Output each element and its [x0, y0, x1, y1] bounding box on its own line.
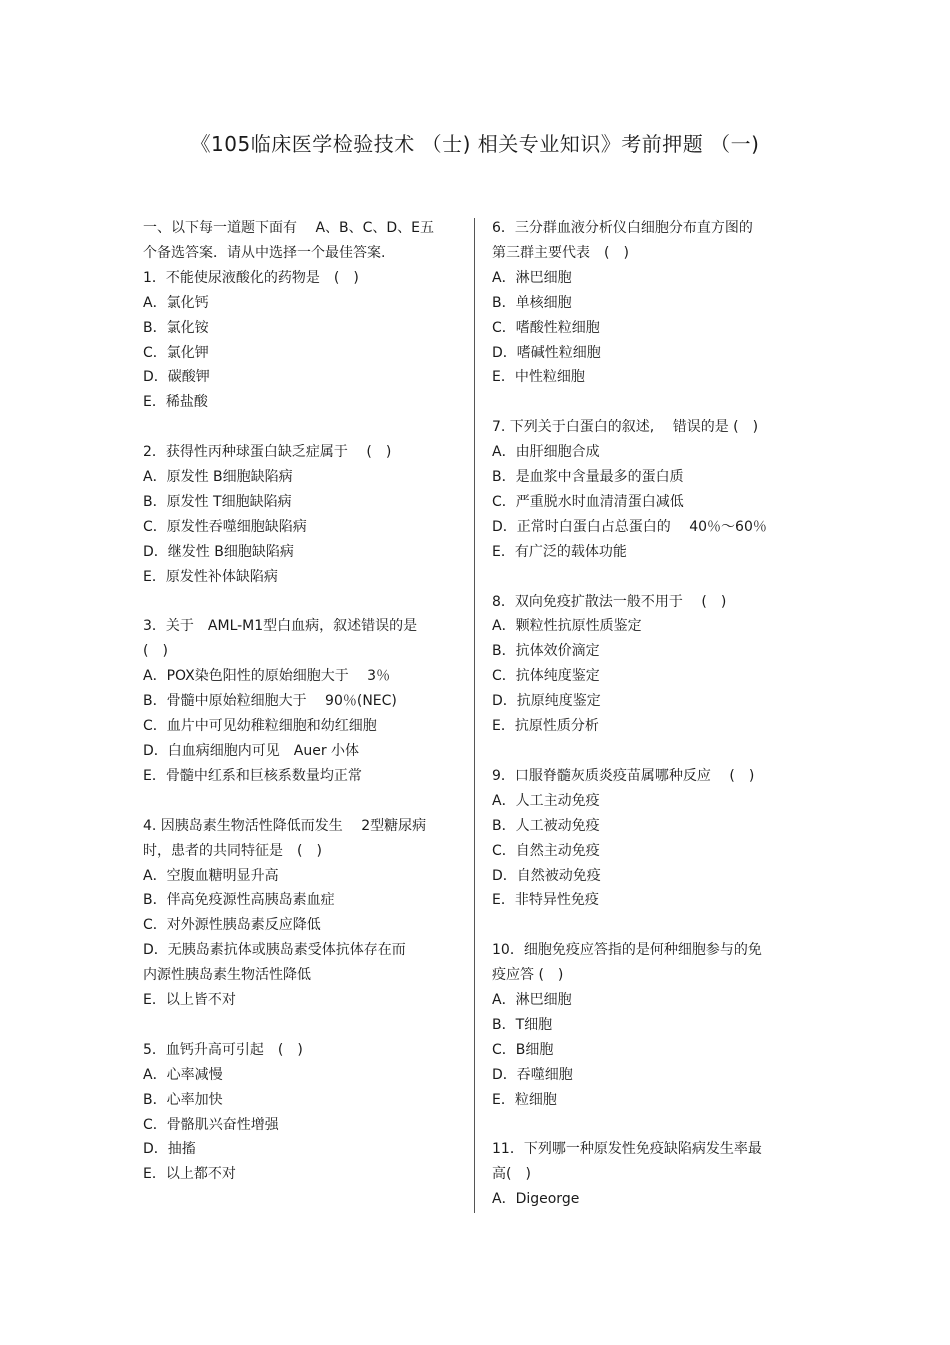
text-line: A．心率减慢 [143, 1066, 223, 1083]
text-line: E．中性粒细胞 [492, 369, 585, 386]
question-spacer [143, 789, 468, 814]
text-line: D．继发性 B细胞缺陷病 [143, 543, 294, 560]
text-line: A．氯化钙 [143, 294, 209, 311]
text-line: A．淋巴细胞 [492, 269, 572, 286]
question-spacer [492, 390, 792, 415]
text-line: 7. 下列关于白蛋白的叙述, 错误的是 ( ) [492, 419, 759, 436]
question-spacer [492, 1113, 792, 1138]
text-line: ( ) [143, 643, 168, 660]
text-line: 1．不能使尿液酸化的药物是 ( ) [143, 269, 359, 286]
text-line: C．骨骼肌兴奋性增强 [143, 1116, 279, 1133]
text-line: 个备选答案．请从中选择一个最佳答案. [143, 244, 386, 261]
text-line: C．原发性吞噬细胞缺陷病 [143, 518, 307, 535]
text-line: C．抗体纯度鉴定 [492, 668, 600, 685]
question-spacer [492, 739, 792, 764]
text-line: C．对外源性胰岛素反应降低 [143, 917, 321, 934]
text-line: 2．获得性丙种球蛋白缺乏症属于 ( ) [143, 444, 392, 461]
text-line: C．血片中可见幼稚粒细胞和幼红细胞 [143, 718, 377, 735]
text-line: B．单核细胞 [492, 294, 572, 311]
text-line: C．B细胞 [492, 1041, 554, 1058]
text-line: B．骨髓中原始粒细胞大于 90％(NEC) [143, 693, 397, 710]
text-line: 时，患者的共同特征是 ( ) [143, 842, 322, 859]
text-line: B．氯化铵 [143, 319, 209, 336]
text-line: D．抽搐 [143, 1141, 196, 1158]
text-line: 5．血钙升高可引起 ( ) [143, 1041, 303, 1058]
text-line: A．由肝细胞合成 [492, 444, 600, 461]
text-line: 6．三分群血液分析仪白细胞分布直方图的 [492, 220, 753, 236]
question-spacer [143, 415, 468, 440]
text-line: D．白血病细胞内可见 Auer 小体 [143, 743, 360, 759]
text-line: E．粒细胞 [492, 1091, 557, 1108]
text-line: B．伴高免疫源性高胰岛素血症 [143, 892, 335, 909]
text-line: D．正常时白蛋白占总蛋白的 40％～60％ [492, 518, 767, 535]
text-line: A．人工主动免疫 [492, 792, 600, 809]
text-line: E．原发性补体缺陷病 [143, 568, 278, 585]
text-line: 4. 因胰岛素生物活性降低而发生 2型糖尿病 [143, 817, 427, 834]
text-line: 疫应答 ( ) [492, 967, 564, 984]
text-line: 11．下列哪一种原发性免疫缺陷病发生率最 [492, 1141, 762, 1158]
text-line: D．无胰岛素抗体或胰岛素受体抗体存在而 [143, 942, 406, 959]
question-spacer [143, 1013, 468, 1038]
text-line: 10．细胞免疫应答指的是何种细胞参与的免 [492, 942, 762, 959]
text-line: C．严重脱水时血清清蛋白减低 [492, 493, 684, 510]
text-line: D．碳酸钾 [143, 369, 210, 386]
text-line: C．嗜酸性粒细胞 [492, 319, 600, 336]
text-line: E．骨髓中红系和巨核系数量均正常 [143, 767, 362, 784]
text-line: C．氯化钾 [143, 344, 209, 361]
text-line: D．吞噬细胞 [492, 1066, 573, 1083]
text-line: 3．关于 AML-M1型白血病，叙述错误的是 [143, 618, 418, 635]
text-line: B．T细胞 [492, 1016, 553, 1033]
text-line: C．自然主动免疫 [492, 842, 600, 859]
text-line: E．以上都不对 [143, 1166, 236, 1183]
text-line: B．抗体效价滴定 [492, 643, 600, 660]
text-line: 一、以下每一道题下面有 A、B、C、D、E五 [143, 220, 435, 236]
question-spacer [492, 565, 792, 590]
right-column [492, 216, 792, 1212]
text-line: 第三群主要代表 ( ) [492, 244, 629, 261]
text-line: A．POX染色阳性的原始细胞大于 3％ [143, 668, 391, 685]
question-spacer [143, 590, 468, 615]
text-line: 高( ) [492, 1166, 531, 1183]
document-title: 《105临床医学检验技术 （士) 相关专业知识》考前押题 （一) [190, 132, 760, 156]
text-line: A．空腹血糖明显升高 [143, 867, 279, 884]
column-divider [474, 218, 475, 1213]
text-line: E．抗原性质分析 [492, 718, 599, 735]
text-line: D．嗜碱性粒细胞 [492, 344, 601, 361]
text-line: 9．口服脊髓灰质炎疫苗属哪种反应 ( ) [492, 767, 755, 784]
text-line: A．Digeorge [492, 1191, 580, 1208]
left-column [143, 216, 468, 1187]
text-line: 内源性胰岛素生物活性降低 [143, 967, 311, 984]
text-line: D．自然被动免疫 [492, 867, 601, 884]
text-line: B．心率加快 [143, 1091, 223, 1108]
text-line: 8．双向免疫扩散法一般不用于 ( ) [492, 593, 727, 610]
text-line: B．原发性 T细胞缺陷病 [143, 493, 292, 510]
text-line: D．抗原纯度鉴定 [492, 693, 601, 710]
text-line: E．有广泛的载体功能 [492, 543, 627, 560]
text-line: E．以上皆不对 [143, 992, 236, 1009]
text-line: A．淋巴细胞 [492, 992, 572, 1009]
text-line: A．颗粒性抗原性质鉴定 [492, 618, 642, 635]
text-line: A．原发性 B细胞缺陷病 [143, 469, 293, 486]
text-line: E．非特异性免疫 [492, 892, 599, 909]
question-spacer [492, 913, 792, 938]
text-line: B．是血浆中含量最多的蛋白质 [492, 469, 684, 486]
text-line: E．稀盐酸 [143, 394, 208, 411]
text-line: B．人工被动免疫 [492, 817, 600, 834]
